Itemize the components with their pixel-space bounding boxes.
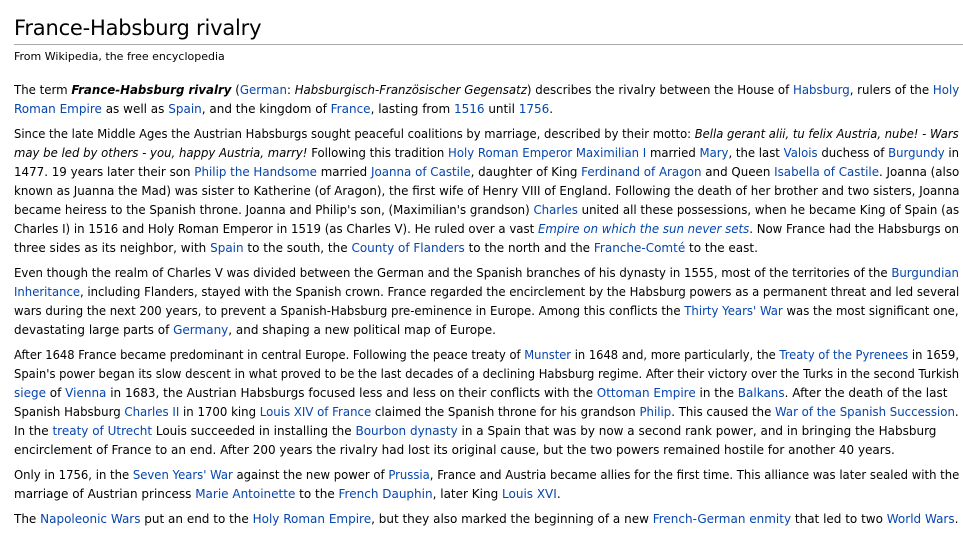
link-louis-xvi[interactable]: Louis XVI xyxy=(502,487,557,501)
text-run: The xyxy=(14,512,41,526)
text-run: united all these possessions, when he became King of Spain (as xyxy=(577,203,960,217)
text-run: . xyxy=(556,487,561,501)
text-run: . This caused the xyxy=(671,405,776,419)
link-world-wars[interactable]: World Wars xyxy=(886,512,955,526)
link-ferdinand-of-aragon[interactable]: Ferdinand of Aragon xyxy=(581,165,702,179)
link-valois[interactable]: Valois xyxy=(783,146,818,160)
text-run: until xyxy=(484,102,519,116)
text-line xyxy=(14,365,960,384)
text-run: , later King xyxy=(432,487,503,501)
text-run: was the most significant one, xyxy=(782,304,959,318)
text-run: devastating large parts of xyxy=(14,323,174,337)
title-divider xyxy=(14,44,963,45)
link-habsburg[interactable]: Habsburg xyxy=(792,83,850,97)
link-franche-comte[interactable]: Franche-Comté xyxy=(593,241,686,255)
link-charles-ii[interactable]: Charles II xyxy=(124,405,180,419)
link-french-german-enmity[interactable]: French-German enmity xyxy=(652,512,792,526)
text-run: Since the late Middle Ages the Austrian Habsburgs sought peaceful coalitions by marriage, described by their motto: xyxy=(14,127,695,141)
text-run: Bella gerant alii, tu felix Austria, nube! - Wars xyxy=(694,127,959,141)
text-line xyxy=(14,422,959,441)
text-run: may be led by others - you, happy Austria, marry! xyxy=(14,146,308,160)
link-holy-roman-empire[interactable]: Holy Roman Empire xyxy=(252,512,372,526)
text-line xyxy=(14,163,960,182)
text-run: claimed the Spanish throne for his grandson xyxy=(371,405,640,419)
text-run: in 1700 king xyxy=(179,405,260,419)
text-run: duchess of xyxy=(817,146,889,160)
text-line xyxy=(14,182,960,201)
text-run: married xyxy=(316,165,371,179)
link-maximilian-i[interactable]: Maximilian I xyxy=(575,146,647,160)
text-run: Louis succeeded in installing the xyxy=(152,424,356,438)
link-treaty-of-the-pyrenees[interactable]: Treaty of the Pyrenees xyxy=(779,348,909,362)
link-charles[interactable]: Charles xyxy=(533,203,578,217)
link-vienna[interactable]: Vienna xyxy=(65,386,107,400)
text-run: Even though the realm of Charles V was divided between the German and the Spanish branches of his dynasty in 1555, most of the territories of the xyxy=(14,266,892,280)
text-run: , the last xyxy=(728,146,784,160)
text-run: . xyxy=(549,102,554,116)
text-line xyxy=(14,485,959,504)
link-1516[interactable]: 1516 xyxy=(453,102,485,116)
text-run: put an end to the xyxy=(140,512,253,526)
text-run: became heiress to the Spanish throne. Joanna and Philip's son, (Maximilian's grandson) xyxy=(14,203,534,217)
text-run: After 1648 France became predominant in central Europe. Following the peace treaty of xyxy=(14,348,525,362)
text-run: France-Habsburg rivalry xyxy=(71,83,232,97)
page-title: France-Habsburg rivalry xyxy=(14,16,262,40)
link-bourbon-dynasty[interactable]: Bourbon dynasty xyxy=(355,424,458,438)
text-run: : xyxy=(286,83,295,97)
link-thirty-years-war[interactable]: Thirty Years' War xyxy=(684,304,783,318)
text-line xyxy=(14,100,959,119)
link-ottoman-empire[interactable]: Ottoman Empire xyxy=(596,386,696,400)
text-line xyxy=(14,346,959,365)
text-run: Habsburgisch-Französischer Gegensatz xyxy=(294,83,527,97)
link-france[interactable]: France xyxy=(330,102,371,116)
text-run: . Now France had the Habsburgs on xyxy=(749,222,960,236)
text-line xyxy=(14,264,959,283)
link-holy[interactable]: Holy xyxy=(932,83,960,97)
text-run: , rulers of the xyxy=(849,83,933,97)
text-run: , including Flanders, stayed with the Spanish crown. France regarded the encirclement by the Habsburg powers as a permanent threat and led several xyxy=(80,285,960,299)
text-run: in the xyxy=(695,386,738,400)
link-isabella-of-castile[interactable]: Isabella of Castile xyxy=(774,165,880,179)
text-run: . xyxy=(954,512,959,526)
text-run: marriage of Austrian princess xyxy=(14,487,196,501)
paragraph-alliance xyxy=(14,466,959,504)
text-run: encirclement of France to an end. After 200 years the rivalry had lost its original cause, but the two powers remained hostile for another 40 years. xyxy=(14,443,895,457)
text-run: wars during the next 200 years, to prevent a Spanish-Habsburg pre-eminence in Europe. Among this conflicts the xyxy=(14,304,685,318)
text-run: , lasting from xyxy=(370,102,454,116)
link-joanna-of-castile[interactable]: Joanna of Castile xyxy=(370,165,471,179)
text-run: . Joanna (also xyxy=(879,165,960,179)
text-run: in a Spain that was by now a second rank power, and in bringing the Habsburg xyxy=(457,424,937,438)
text-run: , daughter of King xyxy=(470,165,582,179)
text-line xyxy=(14,510,959,529)
text-line xyxy=(14,441,959,460)
text-line xyxy=(14,466,960,485)
text-run: , but they also marked the beginning of a new xyxy=(371,512,653,526)
text-run: to the south, the xyxy=(243,241,352,255)
text-run: Spain's power began its slow descent in what proved to be the last decades of a declining Habsburg regime. After their victory over the Turks in the second Turkish xyxy=(14,367,960,381)
text-run: and Queen xyxy=(701,165,775,179)
text-run: of xyxy=(45,386,66,400)
text-run: 1477. 19 years later their son xyxy=(14,165,195,179)
paragraph-after-1648 xyxy=(14,346,959,460)
text-line xyxy=(14,125,959,144)
link-mary[interactable]: Mary xyxy=(699,146,729,160)
text-line xyxy=(14,321,959,340)
text-line xyxy=(14,220,960,239)
text-line xyxy=(14,283,960,302)
text-run: , and shaping a new political map of Europe. xyxy=(228,323,496,337)
text-run: in 1659, xyxy=(908,348,959,362)
paragraph-napoleonic xyxy=(14,510,959,529)
link-napoleonic-wars[interactable]: Napoleonic Wars xyxy=(40,512,141,526)
text-run: Only in 1756, in the xyxy=(14,468,133,482)
link-holy-roman-emperor[interactable]: Holy Roman Emperor xyxy=(448,146,573,160)
link-french-dauphin[interactable]: French Dauphin xyxy=(338,487,433,501)
text-run: against the new power of xyxy=(232,468,389,482)
text-run: in 1648 and, more particularly, the xyxy=(571,348,780,362)
site-subtitle: From Wikipedia, the free encyclopedia xyxy=(14,50,225,63)
link-spain[interactable]: Spain xyxy=(168,102,202,116)
link-philip-the-handsome[interactable]: Philip the Handsome xyxy=(194,165,317,179)
text-line xyxy=(14,201,960,220)
link-seven-years-war[interactable]: Seven Years' War xyxy=(132,468,233,482)
link-german[interactable]: German xyxy=(239,83,287,97)
text-run: known as Juanna the Mad) was sister to Katherine (of Aragon), the first wife of Henry VIII of England. Following the death of her brother and two sisters, Joanna xyxy=(14,184,960,198)
text-run: ) describes the rivalry between the House of xyxy=(526,83,793,97)
link-1756[interactable]: 1756 xyxy=(518,102,550,116)
text-run: three sides as its neighbor, with xyxy=(14,241,211,255)
link-war-of-the-spanish-succession[interactable]: War of the Spanish Succession xyxy=(775,405,955,419)
text-run: in 1683, the Austrian Habsburgs focused less and less on their conflicts with the xyxy=(106,386,597,400)
link-munster[interactable]: Munster xyxy=(524,348,572,362)
text-line xyxy=(14,239,959,258)
text-run: The term xyxy=(14,83,72,97)
link-louis-xiv-of-france[interactable]: Louis XIV of France xyxy=(259,405,372,419)
text-run: , and the kingdom of xyxy=(201,102,331,116)
link-balkans[interactable]: Balkans xyxy=(737,386,785,400)
link-burgundy[interactable]: Burgundy xyxy=(888,146,945,160)
text-line xyxy=(14,81,960,100)
link-county-of-flanders[interactable]: County of Flanders xyxy=(351,241,465,255)
text-run: Charles I) in 1516 and Holy Roman Emperor in 1519 (as Charles V). He ruled over a vast xyxy=(14,222,538,236)
text-line xyxy=(14,403,959,422)
text-line xyxy=(14,384,959,403)
text-line xyxy=(14,302,959,321)
text-run: Following this tradition xyxy=(307,146,449,160)
text-run: In the xyxy=(14,424,53,438)
paragraph-intro xyxy=(14,81,959,119)
text-run: as well as xyxy=(101,102,169,116)
text-run: to the xyxy=(295,487,339,501)
text-run: that led to two xyxy=(791,512,887,526)
paragraph-encirclement xyxy=(14,264,959,340)
link-roman-empire[interactable]: Roman Empire xyxy=(14,102,102,116)
text-run: to the east. xyxy=(685,241,758,255)
link-marie-antoinette[interactable]: Marie Antoinette xyxy=(195,487,296,501)
text-run: married xyxy=(646,146,700,160)
text-run: Spanish Habsburg xyxy=(14,405,125,419)
link-philip[interactable]: Philip xyxy=(639,405,672,419)
text-run: in xyxy=(944,146,960,160)
link-siege[interactable]: siege xyxy=(14,386,46,400)
text-run: . After the death of the last xyxy=(784,386,948,400)
link-burgundian[interactable]: Burgundian xyxy=(891,266,959,280)
link-empire-on-which-the-sun-never-sets[interactable]: Empire on which the sun never sets xyxy=(537,222,750,236)
link-treaty-of-utrecht[interactable]: treaty of Utrecht xyxy=(52,424,153,438)
text-run: , France and Austria became allies for the first time. This alliance was later sealed with the xyxy=(429,468,960,482)
paragraph-marriages xyxy=(14,125,959,258)
text-run: to the north and the xyxy=(464,241,594,255)
link-inheritance[interactable]: Inheritance xyxy=(14,285,81,299)
text-line xyxy=(14,144,960,163)
link-germany[interactable]: Germany xyxy=(173,323,229,337)
link-prussia[interactable]: Prussia xyxy=(388,468,430,482)
link-spain[interactable]: Spain xyxy=(210,241,244,255)
text-run: ( xyxy=(231,83,240,97)
text-run: . xyxy=(954,405,959,419)
